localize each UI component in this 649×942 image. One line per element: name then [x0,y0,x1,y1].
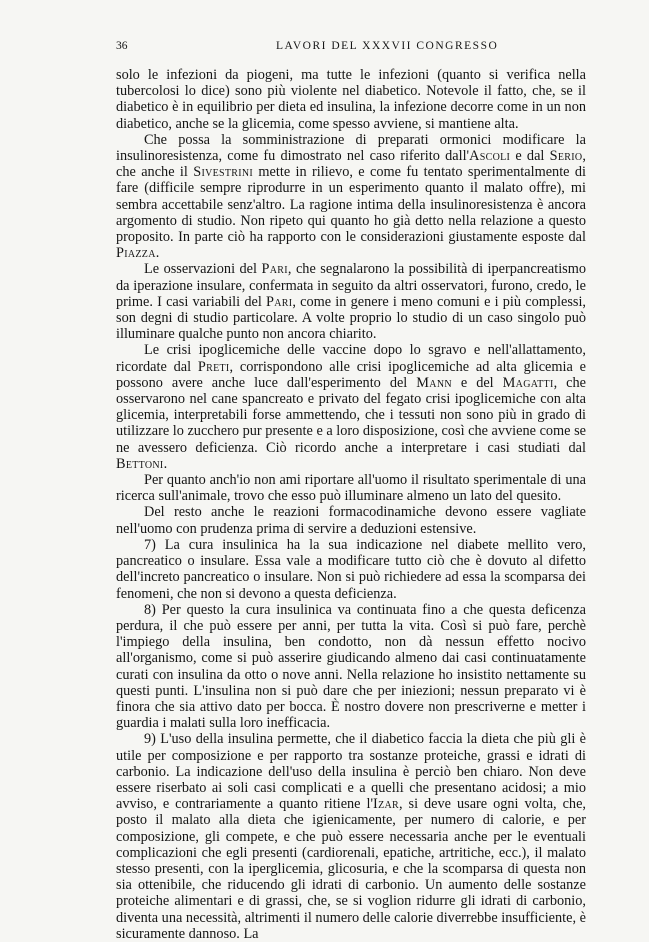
text-run: , che osservarono nel cane spancreato e privato del fegato crisi ipoglicemiche con alta glicemia, interpretabili forse ammettendo, che i tessuti non sono più in grado di utilizzare lo zucchero pur presente e a loro disposizione, così che avviene come se ne avessero deficienza. Ciò ricordo anche a interpretare i casi studiati dal [116,374,587,456]
cited-author: Mann [416,374,452,391]
page-number: 36 [116,40,128,52]
text-run: , che segnalarono la possibilità di iperpancreatismo da iperazione insulare, confermata in seguito da altri osservatori, furono, credo, le prime. I casi variabili del [116,261,586,310]
running-title: LAVORI DEL XXXVII CONGRESSO [276,40,499,52]
text-run: , corrispondono alle crisi ipoglicemiche ad alta glicemia e possono avere anche luce dall'esperimento del [116,358,586,391]
paragraph [116,342,586,472]
text-run: Le crisi ipoglicemiche delle vaccine dopo lo sgravo e nell'allattamento, ricordate dal [116,342,586,375]
text-run: Che possa la somministrazione di preparati ormonici modificare la insulinoresistenza, come fu dimostrato nel caso riferito dall' [116,131,586,165]
paragraph [116,731,586,942]
paragraph [116,261,586,342]
text-run: 9) L'uso della insulina permette, che il diabetico faccia la dieta che più gli è utile per composizione e per rapporto tra sostanze proteiche, grassi e idrati di carbonio. La indicazione dell'uso della insulina è perciò ben chiaro. Non deve essere riserbato ai soli casi complicati e a quelli che presentano acidosi; a mio avviso, e contrariamente a quanto ritiene l' [116,731,586,813]
cited-author: Serio [549,148,583,165]
text-run: 8) Per questo la cura insulinica va continuata fino a che questa deficenza perdura, il che può essere per anni, per tutta la vita. Così si può fare, perchè l'impiego della insulina, ben condotto, non dà nessun effetto nocivo all'organismo, come si può asserire giudicando almeno dai casi continuatamente curati con insulina da otto o nove anni. Nella relazione ho insistito nettamente su questi punti. L'insulina non si può dare che per iniezioni; nessun preparato vi è finora che sia attivo dato per bocca. È nostro dovere non prescriverne e metter i guardia i malati sulla loro inefficacia. [116,601,586,732]
cited-author: Bettoni [116,455,164,472]
paragraph [116,537,586,602]
body-text [116,67,586,942]
text-run: mette in rilievo, e come fu tentato sperimentalmente di fare (difficile sempre riprodurre in un esperimento quanto il malato offre), mi sembra accettabile senz'altro. La ragione intima della insulinoresistenza è ancora argomento di studio. Non ripeto qui quanto ho già detto nella relazione a questo proposito. In parte ciò ha rapporto con le considerazioni giustamente esposte dal [116,164,586,246]
text-run: Per quanto anch'io non ami riportare all'uomo il risultato sperimentale di una ricerca sull'animale, trovo che esso può illuminare almeno un lato del quesito. [116,472,586,505]
text-run: , come in genere i meno comuni e i più complessi, son degni di studio particolare. A volte proprio lo studio di un caso singolo può illuminare qualche punto non ancora chiarito. [116,293,586,343]
cited-author: Ascoli [469,148,511,165]
cited-author: Pari [261,261,288,278]
cited-author: Pari [265,293,293,310]
text-run: e del [451,374,503,391]
text-run: , si deve usare ogni volta, che, posto il malato alla dieta che igienicamente, per numero di calorie, e per composizione, gli compete, e che può essere necessaria anche per le eventuali complicazioni che egli presenti (cardiorenali, epatiche, artritiche, ecc.), il malato stesso presenti, con la iperglicemia, glicosuria, e che la scomparsa di questa non sia ottenibile, che riducendo gli idrati di carbonio. Un aumento delle sostanze proteiche alimentari e di grassi, che, se si voglion ridurre gli idrati di carbonio, diventa una necessità, altrimenti il numero delle calorie diverrebbe insufficiente, è sicuramente dannoso. La [116,796,587,942]
paragraph [116,504,586,536]
text-run: solo le infezioni da piogeni, ma tutte le infezioni (quanto si verifica nella tubercolosi lo dice) sono più violente nel diabetico. Notevole il fatto, che, se il diabetico è in equilibrio per dieta ed insulina, la infezione decorre come in un non diabetico, anche se la glicemia, come spesso avviene, si mantiene alta. [116,67,586,132]
text-run: 7) La cura insulinica ha la sua indicazione nel diabete mellito vero, pancreatico o insulare. Essa vale a modificare tutto ciò che è dovuto al difetto dell'increto pancreatico o insulare. Non si può richiedere ad essa la scomparsa dei fenomeni, che non si devono a questa deficienza. [116,536,586,602]
cited-author: Sivestrini [193,164,254,181]
text-run: e dal [510,148,550,165]
text-run: . [155,245,160,262]
text-run: Le osservazioni del [144,261,262,278]
paragraph [116,67,586,132]
paragraph [116,472,586,504]
paragraph [116,132,586,262]
text-run: Del resto anche le reazioni formacodinamiche devono essere vagliate nell'uomo con prudenza prima di servire a deduzioni estensive. [116,504,586,537]
cited-author: Piazza [116,245,156,262]
page-header [116,40,586,60]
cited-author: Magatti [502,374,554,391]
cited-author: Izar [373,796,400,813]
text-run: . [163,455,168,472]
paragraph [116,602,586,732]
cited-author: Preti [197,358,230,375]
text-run: , che anche il [116,148,586,181]
